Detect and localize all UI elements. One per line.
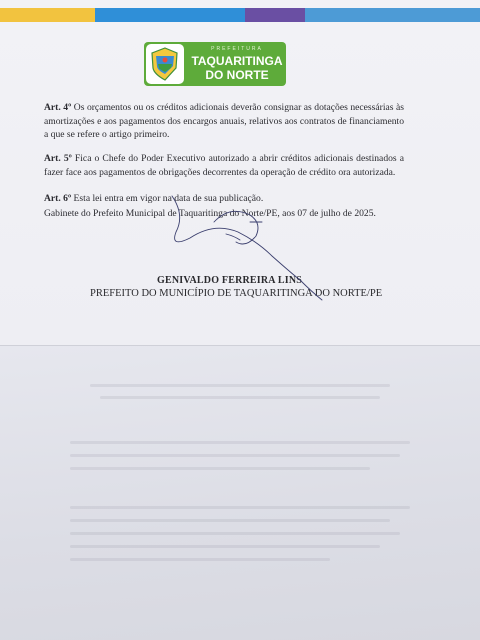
logo-prefix: PREFEITURA (211, 46, 263, 52)
header-bar-lightblue (305, 8, 480, 22)
article-text: Fica o Chefe do Poder Executivo autorizado a abrir créditos adicionais destinados a fazer face aos pagamentos de obrigações decorrentes da operação de crédito ora autorizada. (44, 153, 404, 178)
underlying-page (0, 345, 480, 640)
signatory-title: PREFEITO DO MUNICÍPIO DE TAQUARITINGA DO NORTE/PE (90, 288, 383, 299)
coat-of-arms-icon (146, 44, 184, 84)
header-bar-blue (95, 8, 245, 22)
article-6 (44, 192, 404, 206)
logo-name-line2: DO NORTE (205, 68, 269, 82)
closing-statement: Gabinete do Prefeito Municipal de Taquaritinga do Norte/PE, aos 07 de julho de 2025. (44, 208, 376, 219)
signatory-name: GENIVALDO FERREIRA LINS (157, 275, 303, 286)
article-4 (44, 101, 404, 142)
article-label: Art. 6º (44, 193, 72, 204)
logo-name-line1: TAQUARITINGA (191, 54, 283, 68)
header-bar-yellow (0, 8, 95, 22)
article-text: Os orçamentos ou os créditos adicionais deverão consignar as dotações necessárias às amortizações e aos pagamentos dos encargos anuais, relativos aos contratos de financiamento a que se refere o artigo primeiro. (44, 102, 404, 140)
article-label: Art. 5º (44, 153, 72, 164)
header-bar-purple (245, 8, 305, 22)
article-text: Esta lei entra em vigor na data de sua publicação. (71, 193, 264, 204)
article-5 (44, 152, 404, 179)
header-color-bar (0, 8, 480, 22)
municipality-logo (144, 42, 286, 86)
article-label: Art. 4º (44, 102, 72, 113)
